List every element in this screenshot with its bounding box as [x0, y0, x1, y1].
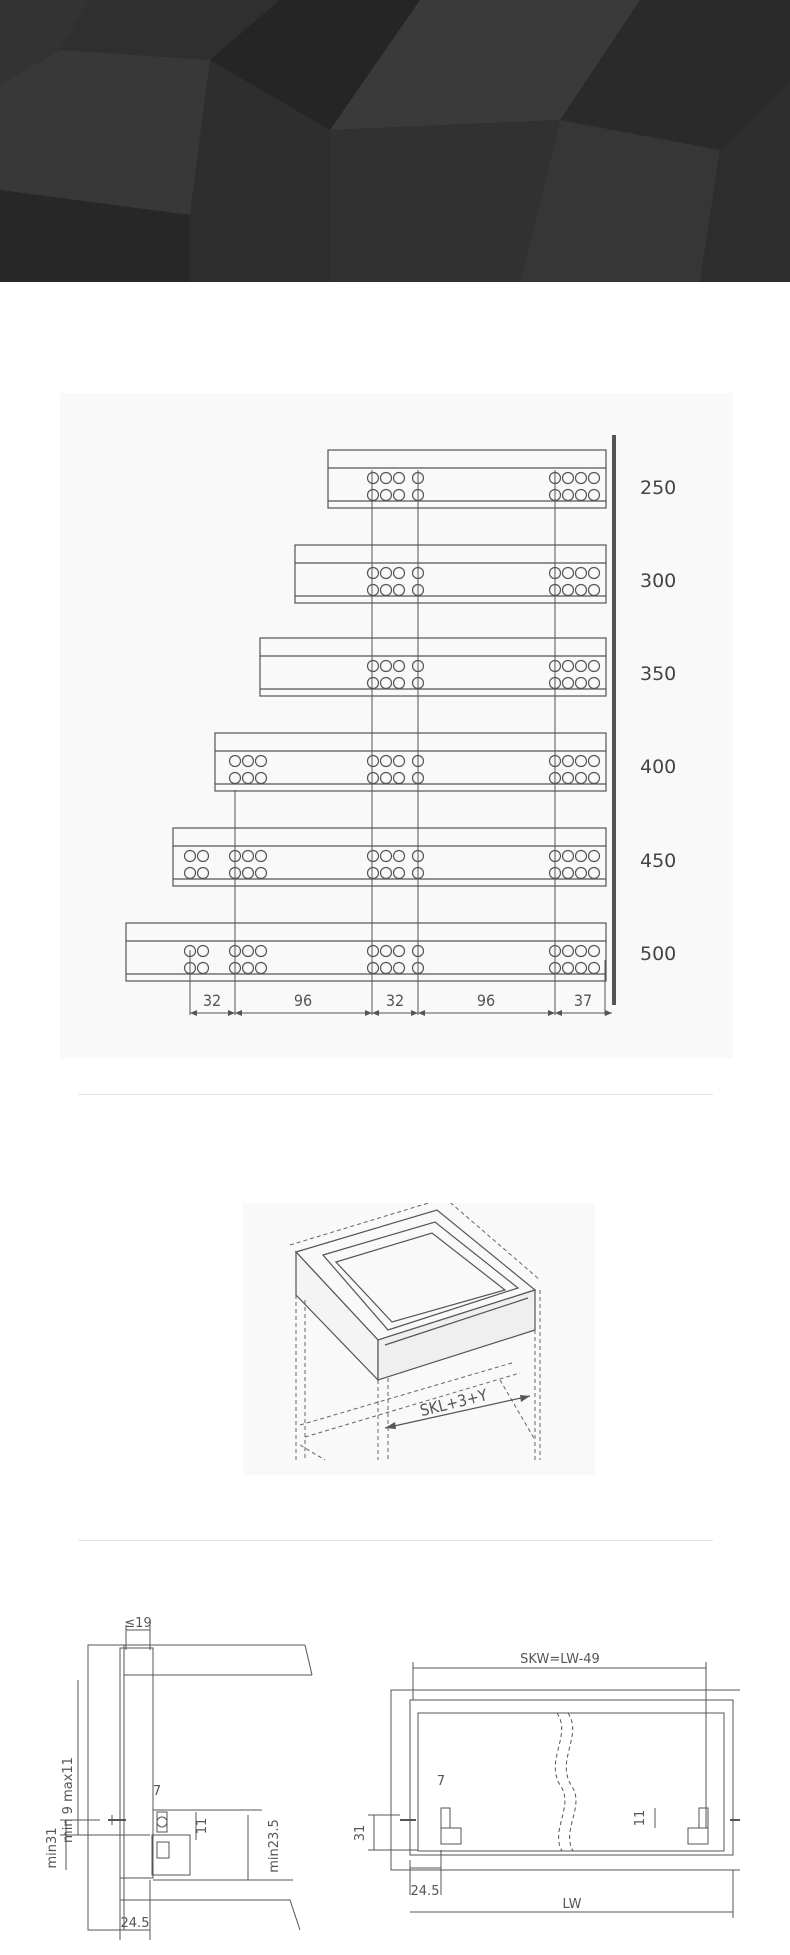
rail-350 [260, 638, 606, 696]
drawer-isometric-diagram [243, 1203, 595, 1475]
hero-geometric-pattern [0, 0, 790, 282]
slide-lengths-panel [60, 393, 733, 1058]
spacing-label: 37 [573, 991, 593, 1010]
rail-400 [215, 733, 606, 791]
hero-banner [0, 0, 790, 282]
side-section-diagram [40, 1610, 320, 1940]
rail-300 [295, 545, 606, 603]
length-label: 450 [640, 850, 677, 872]
section-divider [78, 1094, 713, 1095]
length-label: 400 [640, 756, 677, 778]
spacing-label: 96 [293, 991, 313, 1010]
length-label: 300 [640, 570, 677, 592]
section-divider [78, 1540, 713, 1541]
front-section-diagram [350, 1620, 740, 1940]
dim-label: min23.5 [267, 1819, 282, 1873]
dim-label: 24.5 [120, 1916, 150, 1931]
drawer-formula-label: SKL+3+Y [418, 1385, 490, 1421]
dim-label: 24.5 [410, 1884, 440, 1899]
dim-label: min 9 max11 [61, 1757, 76, 1843]
dim-label: 11 [633, 1809, 648, 1827]
dim-label: LW [562, 1897, 582, 1912]
dim-label: 11 [195, 1817, 210, 1835]
length-label: 350 [640, 663, 677, 685]
dim-label: ≤19 [124, 1616, 152, 1631]
dim-label: 31 [353, 1824, 368, 1842]
slide-lengths-diagram [60, 393, 733, 1058]
dim-label: 7 [152, 1784, 162, 1799]
dim-label: SKW=LW-49 [520, 1652, 600, 1667]
length-label: 250 [640, 477, 677, 499]
dim-label: 7 [436, 1774, 446, 1789]
reference-bar [612, 435, 616, 1005]
drawer-isometric-panel [243, 1203, 595, 1475]
spacing-label: 96 [476, 991, 496, 1010]
dim-label: min31 [45, 1827, 60, 1869]
spacing-label: 32 [202, 991, 222, 1010]
length-label: 500 [640, 943, 677, 965]
spacing-label: 32 [385, 991, 405, 1010]
